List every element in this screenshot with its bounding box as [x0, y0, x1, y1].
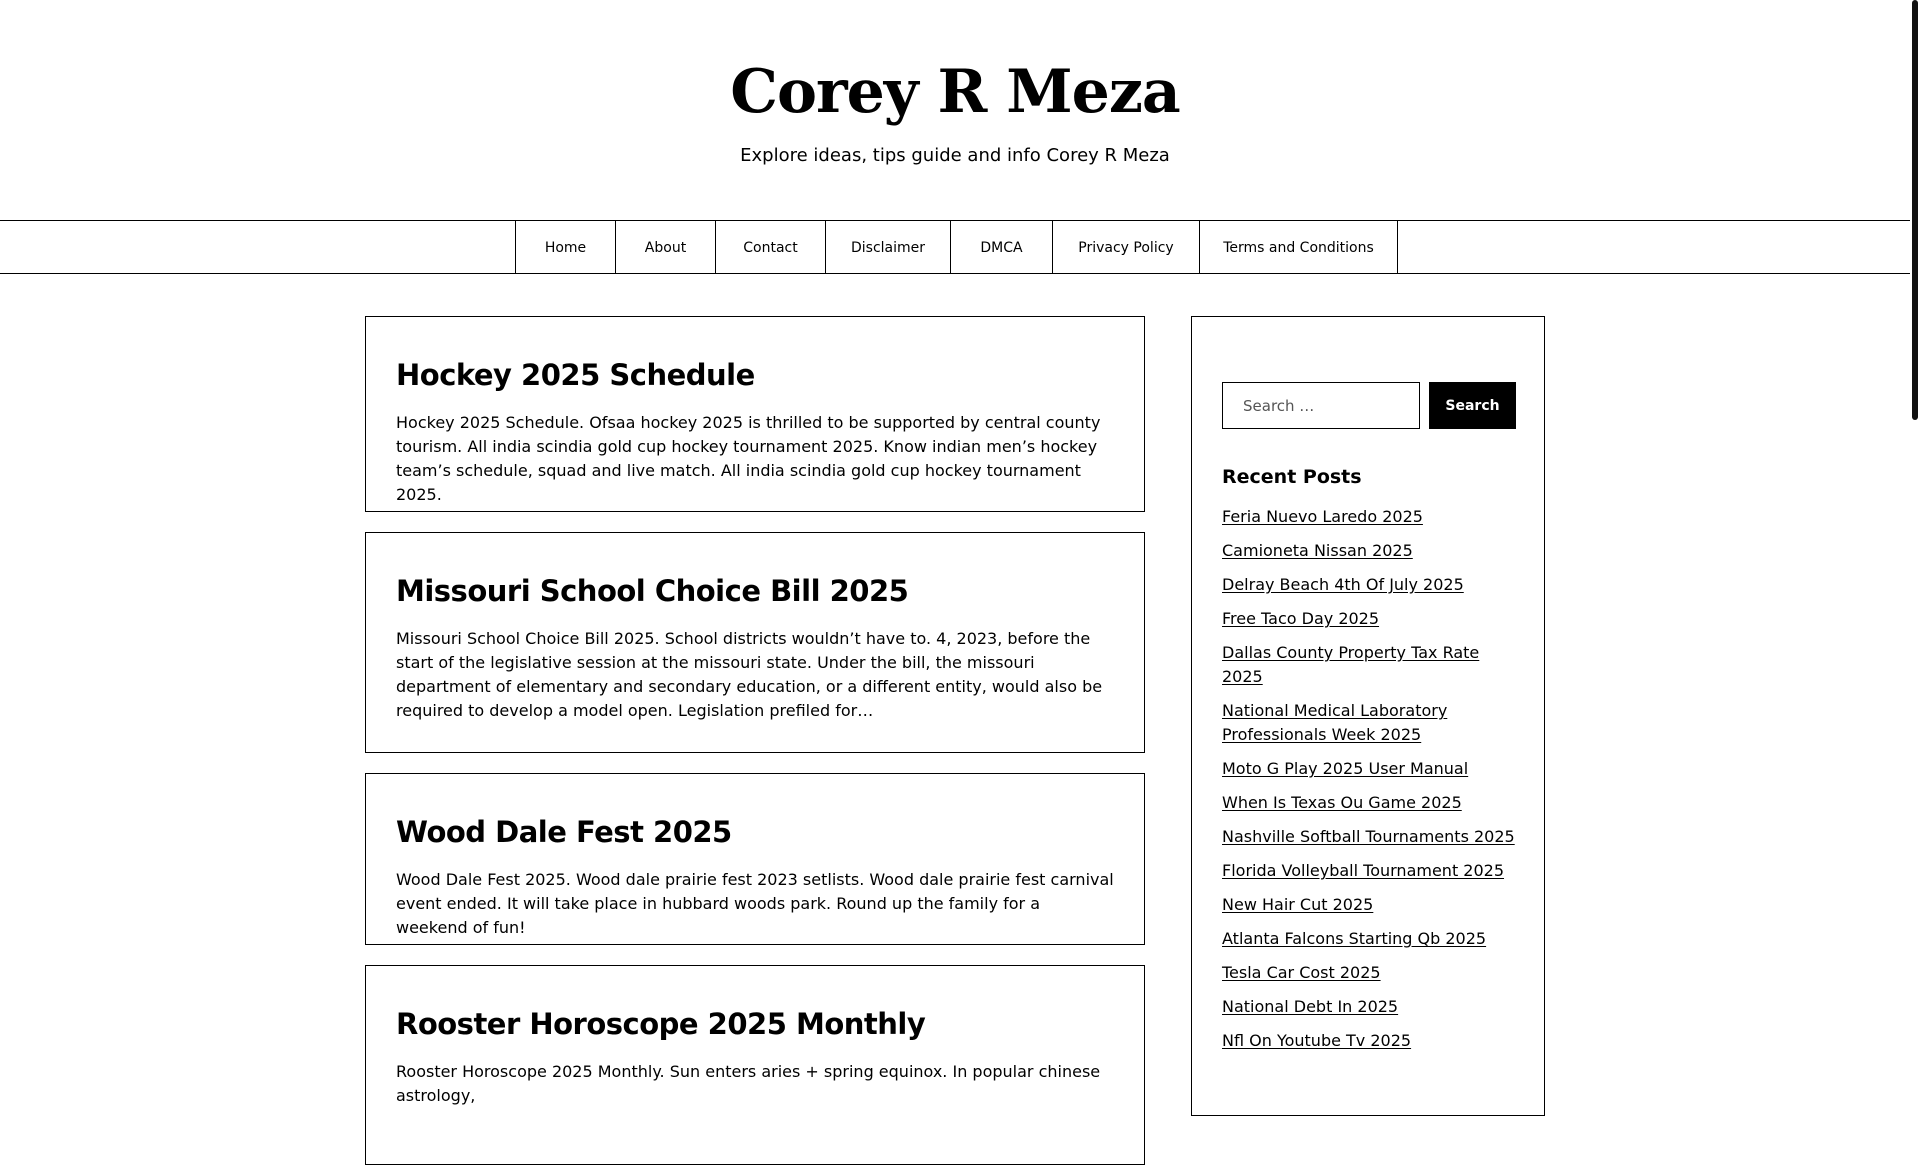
recent-post-link[interactable]: Florida Volleyball Tournament 2025: [1222, 861, 1505, 880]
list-item: [1222, 757, 1522, 781]
post-card: [365, 965, 1145, 1165]
post-title[interactable]: Wood Dale Fest 2025: [396, 815, 732, 849]
list-item: [1222, 573, 1522, 597]
nav-item-privacy-policy[interactable]: Privacy Policy: [1053, 221, 1200, 274]
scrollbar-thumb[interactable]: [1912, 0, 1918, 420]
recent-post-link[interactable]: Free Taco Day 2025: [1222, 609, 1380, 628]
nav-item-dmca[interactable]: DMCA: [951, 221, 1053, 274]
recent-post-link[interactable]: When Is Texas Ou Game 2025: [1222, 793, 1462, 812]
post-title[interactable]: Rooster Horoscope 2025 Monthly: [396, 1007, 926, 1041]
list-item: [1222, 641, 1522, 689]
post-excerpt: Rooster Horoscope 2025 Monthly. Sun enters aries + spring equinox. In popular chinese astrology,: [396, 1062, 1101, 1105]
recent-post-link[interactable]: Moto G Play 2025 User Manual: [1222, 759, 1469, 778]
list-item: [1222, 1029, 1522, 1053]
post-title[interactable]: Hockey 2025 Schedule: [396, 358, 755, 392]
list-item: [1222, 859, 1522, 883]
list-item: [1222, 607, 1522, 631]
search-form: [1222, 382, 1516, 429]
nav-item-terms-and-conditions[interactable]: Terms and Conditions: [1200, 221, 1398, 274]
recent-post-link[interactable]: Delray Beach 4th Of July 2025: [1222, 575, 1464, 594]
recent-post-link[interactable]: Nfl On Youtube Tv 2025: [1222, 1031, 1412, 1050]
recent-post-link[interactable]: Dallas County Property Tax Rate 2025: [1222, 643, 1480, 686]
recent-post-link[interactable]: National Debt In 2025: [1222, 997, 1399, 1016]
list-item: [1222, 791, 1522, 815]
search-input[interactable]: [1222, 382, 1420, 429]
search-button[interactable]: Search: [1429, 382, 1516, 429]
recent-post-link[interactable]: Feria Nuevo Laredo 2025: [1222, 507, 1423, 526]
list-item: [1222, 927, 1522, 951]
main-nav: [0, 220, 1910, 274]
recent-post-link[interactable]: National Medical Laboratory Professionals Week 2025: [1222, 701, 1448, 744]
recent-post-link[interactable]: Nashville Softball Tournaments 2025: [1222, 827, 1515, 846]
sidebar: [1191, 316, 1545, 1116]
post-card: [365, 316, 1145, 512]
post-title[interactable]: Missouri School Choice Bill 2025: [396, 574, 909, 608]
recent-post-link[interactable]: New Hair Cut 2025: [1222, 895, 1374, 914]
list-item: [1222, 505, 1522, 529]
recent-post-link[interactable]: Camioneta Nissan 2025: [1222, 541, 1413, 560]
nav-item-contact[interactable]: Contact: [716, 221, 826, 274]
list-item: [1222, 893, 1522, 917]
site-tagline: Explore ideas, tips guide and info Corey R Meza: [740, 145, 1170, 166]
site-title[interactable]: Corey R Meza: [730, 57, 1180, 127]
site-header: [0, 0, 1910, 220]
post-excerpt: Wood Dale Fest 2025. Wood dale prairie fest 2023 setlists. Wood dale prairie fest carnival event ended. It will take place in hubbard woods park. Round up the family for a weekend of fun!: [396, 870, 1114, 937]
recent-post-link[interactable]: Tesla Car Cost 2025: [1222, 963, 1381, 982]
post-excerpt: Hockey 2025 Schedule. Ofsaa hockey 2025 is thrilled to be supported by central county tourism. All india scindia gold cup hockey tournament 2025. Know indian men’s hockey team’s schedule, squad and live match. All india scindia gold cup hockey tournament 2025.: [396, 413, 1101, 504]
nav-item-home[interactable]: Home: [516, 221, 616, 274]
post-card: [365, 532, 1145, 753]
list-item: [1222, 961, 1522, 985]
post-excerpt: Missouri School Choice Bill 2025. School districts wouldn’t have to. 4, 2023, before the start of the legislative session at the missouri state. Under the bill, the missouri department of elementary and secondary education, or a different entity, would also be required to develop a model open. Legislation prefiled for…: [396, 629, 1103, 720]
list-item: [1222, 995, 1522, 1019]
recent-posts-title: Recent Posts: [1222, 466, 1362, 488]
recent-posts-list: [1222, 505, 1522, 1063]
recent-post-link[interactable]: Atlanta Falcons Starting Qb 2025: [1222, 929, 1487, 948]
nav-list: [515, 221, 1398, 274]
nav-item-disclaimer[interactable]: Disclaimer: [826, 221, 951, 274]
nav-item-about[interactable]: About: [616, 221, 716, 274]
list-item: [1222, 699, 1522, 747]
scrollbar[interactable]: [1910, 0, 1920, 1080]
list-item: [1222, 825, 1522, 849]
list-item: [1222, 539, 1522, 563]
post-card: [365, 773, 1145, 945]
